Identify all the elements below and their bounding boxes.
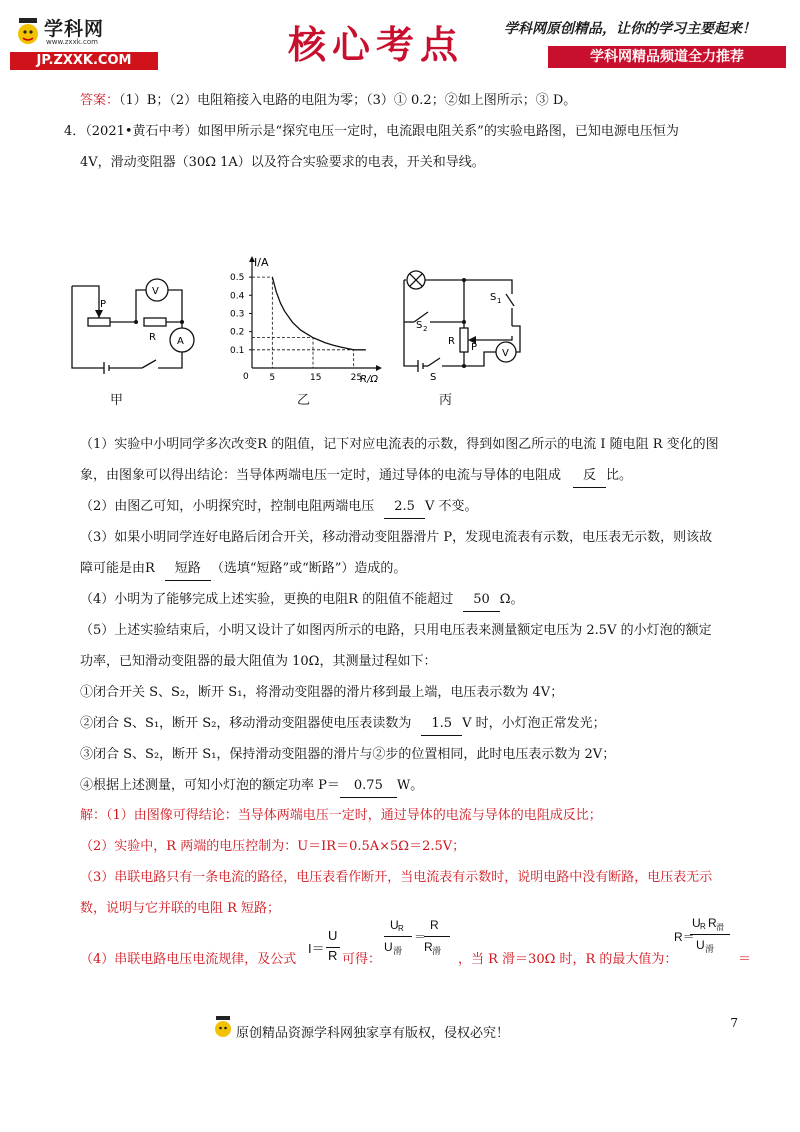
chart-y-tick-label: 0.1 — [230, 345, 245, 356]
q5-step-4: ④根据上述测量，可知小灯泡的额定功率 P＝ 0.75 W。 — [80, 775, 760, 798]
logo-url: www.zxxk.com — [46, 38, 98, 46]
header-slogan: 学科网原创精品，让你的学习主要起来！ — [504, 21, 756, 37]
label-r-bing: R — [448, 336, 455, 347]
page-number: 7 — [730, 1016, 738, 1030]
q5-step4-answer: 0.75 — [340, 775, 397, 798]
label-s2: S — [416, 320, 423, 331]
chart-y-tick-label: 0.5 — [230, 273, 245, 284]
q4-answer: 50 — [463, 589, 500, 612]
question-line-2: 4V，滑动变阻器（30Ω 1A）以及符合实验要求的电表，开关和导线。 — [80, 155, 485, 170]
label-v: V — [152, 286, 159, 297]
formula-rmax: R＝ U R R 滑 U 滑 — [674, 914, 740, 960]
solution-line-2: （2）实验中，R 两端的电压控制为：U＝IR＝0.5A×5Ω＝2.5V； — [80, 839, 466, 854]
solution-line-4: 数，说明与它并联的电阻 R 短路； — [80, 901, 281, 916]
header-band: 学科网精品频道全力推荐 — [548, 46, 786, 68]
label-s1: S — [490, 292, 497, 303]
fig-label-bing: 丙 — [439, 393, 453, 408]
chart-x-tick-label: 15 — [310, 373, 322, 383]
footer-text: 原创精品资源学科网独家享有版权，侵权必究！ — [236, 1026, 510, 1041]
q4-line: （4）小明为了能够完成上述实验，更换的电阻R 的阻值不能超过 50 Ω。 — [80, 589, 760, 612]
q2-answer: 2.5 — [384, 496, 425, 519]
label-p-bing: P — [471, 342, 478, 353]
circuit-bing — [394, 266, 534, 384]
solution-line-5d: ＝ — [738, 952, 752, 967]
q5-step-1: ①闭合开关 S、S₂，断开 S₁，将滑动变阻器的滑片移到最上端，电压表示数为 4V； — [80, 685, 564, 700]
solution-line-5a: （4）串联电路电压电流规律，及公式 — [80, 952, 297, 967]
solution-line-3: （3）串联电路只有一条电流的路径，电压表看作断开，当电流表有示数时，说明电路中没有断路，电压表无示 — [80, 870, 713, 885]
chart-x-tick-label: 5 — [269, 373, 276, 383]
solution-line-1: 解：（1）由图像可得结论：当导体两端电压一定时，通过导体的电流与导体的电阻成反比； — [80, 808, 602, 823]
label-s2-sub: 2 — [423, 325, 428, 333]
q3-line-b: 障可能是由R 短路 （选填“短路”或“断路”）造成的。 — [80, 558, 760, 581]
solution-line-5c: ，当 R 滑＝30Ω 时，R 的最大值为： — [458, 952, 678, 967]
label-r: R — [149, 332, 156, 343]
chart-origin: 0 — [243, 372, 249, 382]
fig-label-yi: 乙 — [297, 393, 311, 408]
question-line-1: 4．（2021•黄石中考）如图甲所示是“探究电压一定时，电流跟电阻关系”的实验电路图，已知电源电压恒为 — [64, 124, 679, 139]
chart-y-tick-label: 0.2 — [230, 327, 245, 338]
chart-y-tick-label: 0.3 — [230, 309, 245, 320]
chart-guide-line — [252, 277, 272, 368]
q5-step-2: ②闭合 S、S₁，断开 S₂，移动滑动变阻器使电压表读数为 1.5 V 时，小灯泡正常发光； — [80, 713, 760, 736]
solution-line-5b: 可得： — [342, 952, 382, 967]
q5-step2-answer: 1.5 — [421, 713, 462, 736]
chart-y-tick-label: 0.4 — [230, 291, 245, 302]
q2-line: （2）由图乙可知，小明探究时，控制电阻两端电压 2.5 V 不变。 — [80, 496, 760, 519]
fig-label-jia: 甲 — [110, 393, 124, 408]
chart-xlabel: R/Ω — [360, 374, 378, 385]
q3-line-a: （3）如果小明同学连好电路后闭合开关，移动滑动变阻器滑片 P，发现电流表有示数，电压表无示数，则该故 — [80, 530, 713, 545]
logo-bar: JP.ZXXK.COM — [10, 52, 158, 70]
footer-mascot-icon — [212, 1012, 234, 1042]
q5-step-3: ③闭合 S、S₂，断开 S₁，保持滑动变阻器的滑片与②步的位置相同，此时电压表示数为 2V； — [80, 747, 616, 762]
answer-text: （1）B；（2）电阻箱接入电路的电阻为零；（3）① 0.2；②如上图所示；③ D。 — [119, 93, 577, 108]
chart-yi — [224, 252, 384, 388]
chart-ylabel: I/A — [254, 256, 269, 269]
answer-line — [80, 90, 760, 112]
header-title: 核心考点 — [288, 22, 465, 67]
label-a: A — [177, 336, 184, 347]
formula-ohm: I＝ U R — [308, 928, 344, 968]
chart-guide-line — [252, 350, 354, 368]
label-s1-sub: 1 — [497, 297, 502, 305]
chart-guide-line — [252, 338, 313, 368]
mascot-icon — [14, 12, 42, 54]
label-p: P — [100, 299, 107, 310]
q3-answer: 短路 — [165, 558, 211, 581]
chart-curve — [272, 277, 366, 350]
chart-x-tick-label: 25 — [350, 373, 363, 383]
formula-ratio: U R U 滑 ＝ R R 滑 — [380, 916, 458, 962]
chart-x-arrow — [376, 365, 382, 371]
label-s-bing: S — [430, 372, 437, 383]
q1-line-a: （1）实验中小明同学多次改变R 的阻值，记下对应电流表的示数，得到如图乙所示的电流 I 随电阻 R 变化的图 — [80, 437, 719, 452]
q1-line-b: 象，由图象可以得出结论：当导体两端电压一定时，通过导体的电流与导体的电阻成 反 比。 — [80, 465, 760, 488]
q5-line-b: 功率，已知滑动变阻器的最大阻值为 10Ω，其测量过程如下： — [80, 654, 437, 669]
circuit-jia — [64, 272, 204, 382]
q1-answer: 反 — [573, 465, 606, 488]
label-v-bing: V — [502, 348, 509, 359]
q5-line-a: （5）上述实验结束后，小明又设计了如图丙所示的电路，只用电压表来测量额定电压为 2.5V 的小灯泡的额定 — [80, 623, 712, 638]
answer-label: 答案： — [80, 93, 120, 108]
logo-title: 学科网 — [44, 18, 105, 40]
